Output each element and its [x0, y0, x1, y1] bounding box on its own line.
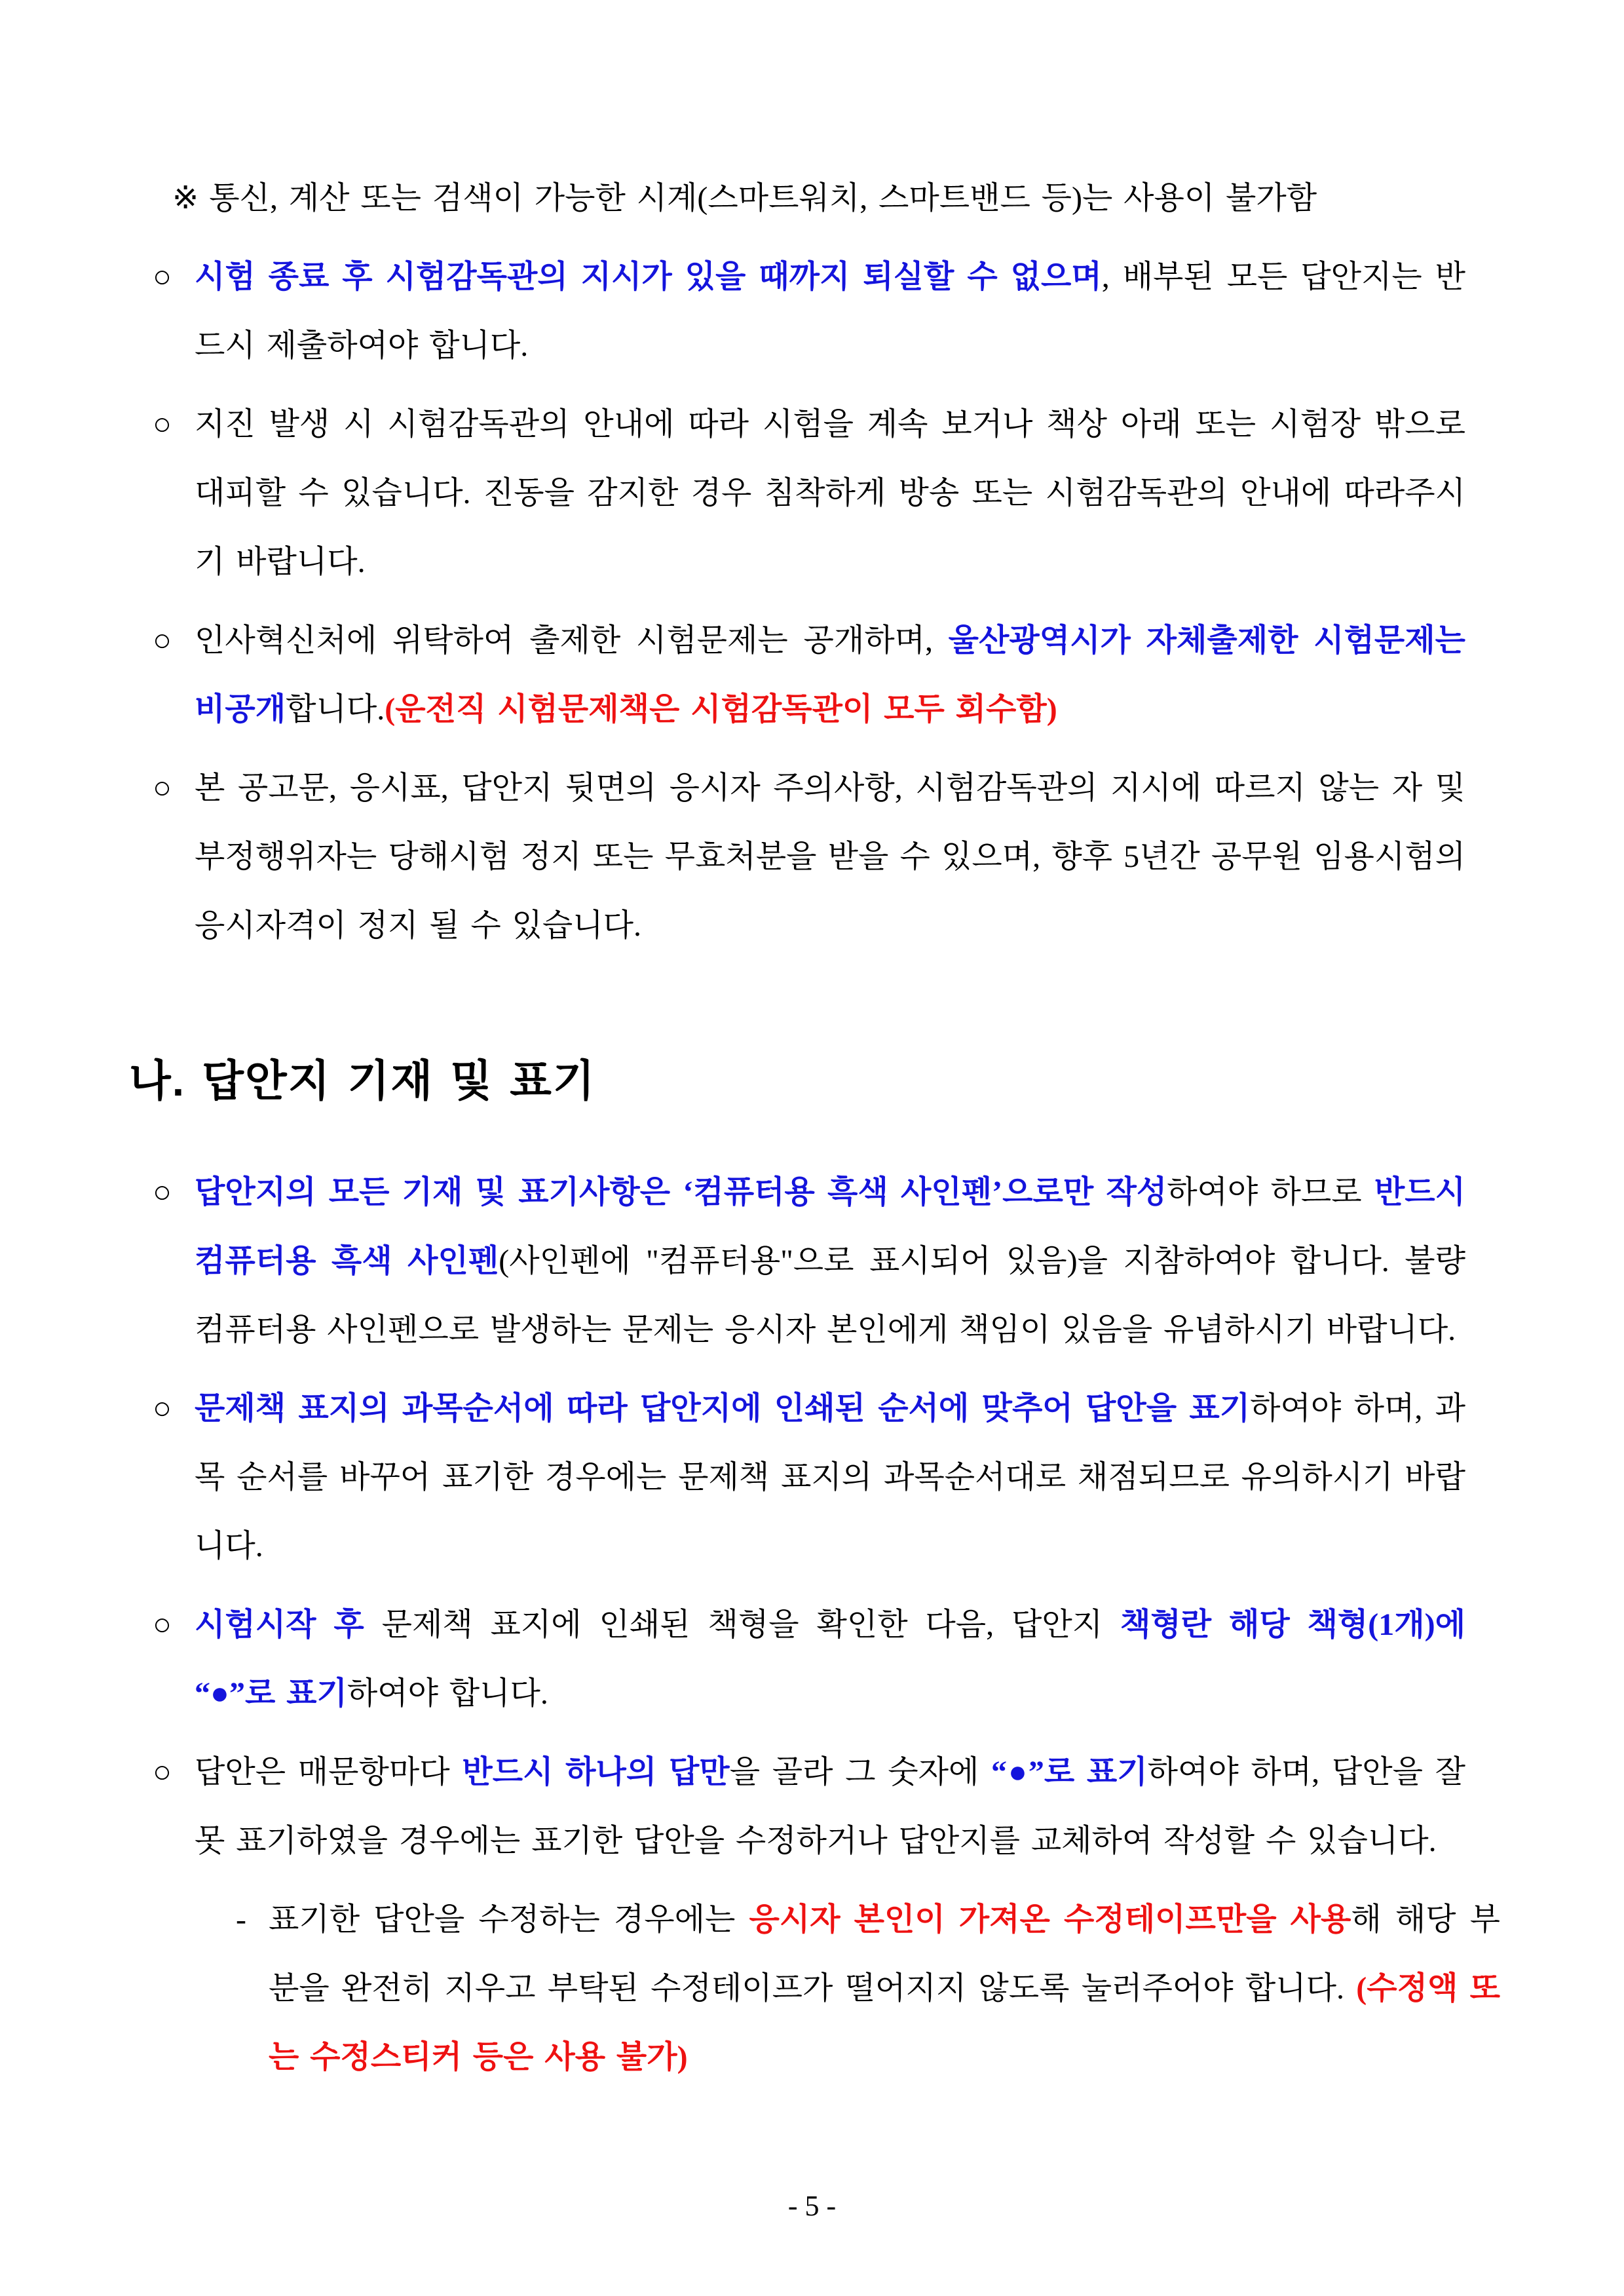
- text-run: (운전직 시험문제책은 시험감독관이 모두 회수함): [385, 692, 1057, 727]
- text-run: 인사혁신처에 위탁하여 출제한 시험문제는 공개하며,: [195, 623, 949, 658]
- text-run: 문제책 표지의 과목순서에 따라 답안지에 인쇄된 순서에 맞추어 답안을 표기: [195, 1391, 1251, 1426]
- bullet-item: [153, 390, 1465, 596]
- bullet-marker-icon: ○: [153, 1391, 172, 1426]
- text-run: 답안지의 모든 기재 및 표기사항은 ‘컴퓨터용 흑색 사인펜’으로만 작성: [195, 1175, 1167, 1210]
- sub-item: [236, 1885, 1500, 2092]
- text-run: (수정액 또는 수정스티커 등은 사용 불가): [269, 1971, 1500, 2075]
- bullet-marker-icon: ○: [153, 1607, 172, 1642]
- text-run: 반드시 컴퓨터용 흑색 사인펜: [195, 1175, 1465, 1278]
- bullet-item: [153, 1374, 1465, 1580]
- bullet-marker-icon: ○: [153, 259, 172, 294]
- text-run: , 배부된 모든 답안지는 반드시 제출하여야 합니다.: [195, 259, 1465, 363]
- text-run: 하여야 하며, 과목 순서를 바꾸어 표기한 경우에는 문제책 표지의 과목순서대로 채점되므로 유의하시기 바랍니다.: [195, 1391, 1465, 1563]
- text-run: 시험시작 후: [195, 1607, 364, 1642]
- bullet-item: [153, 1158, 1465, 1364]
- text-run: 지진 발생 시 시험감독관의 안내에 따라 시험을 계속 보거나 책상 아래 또는 시험장 밖으로 대피할 수 있습니다. 진동을 감지한 경우 침착하게 방송 또는 시험감독관의 안내에 따라주시기 바랍니다.: [195, 407, 1465, 579]
- text-run: 을 골라 그 숫자에: [729, 1755, 992, 1789]
- text-run: 합니다.: [286, 692, 385, 727]
- bullet-marker-icon: ○: [153, 623, 172, 658]
- page-number: - 5 -: [787, 2190, 837, 2222]
- bullet-marker-icon: ○: [153, 1175, 172, 1210]
- text-run: 본 공고문, 응시표, 답안지 뒷면의 응시자 주의사항, 시험감독관의 지시에 따르지 않는 자 및 부정행위자는 당해시험 정지 또는 무효처분을 받을 수 있으며, 향후 5년간 공무원 임용시험의 응시자격이 정지 될 수 있습니다.: [195, 771, 1465, 943]
- note-marker-icon: ※: [172, 181, 199, 216]
- text-run: 응시자 본인이 가져온 수정테이프만을 사용: [749, 1902, 1351, 1937]
- bullet-marker-icon: ○: [153, 407, 172, 442]
- text-run: 통신, 계산 또는 검색이 가능한 시계(스마트워치, 스마트밴드 등)는 사용이 불가함: [209, 181, 1317, 216]
- text-run: 답안은 매문항마다: [195, 1755, 463, 1789]
- dash-marker-icon: -: [236, 1902, 246, 1937]
- text-run: 문제책 표지에 인쇄된 책형을 확인한 다음, 답안지: [364, 1607, 1120, 1642]
- text-run: 하여야 합니다.: [347, 1676, 548, 1711]
- text-run: 시험 종료 후 시험감독관의 지시가 있을 때까지 퇴실할 수 없으며: [195, 259, 1102, 294]
- text-run: 하여야 하며, 답안을 잘못 표기하였을 경우에는 표기한 답안을 수정하거나 답안지를 교체하여 작성할 수 있습니다.: [195, 1755, 1466, 1858]
- bullet-item: [153, 1738, 1465, 1875]
- section-heading: 나. 답안지 기재 및 표기: [129, 1056, 596, 1105]
- bullet-marker-icon: ○: [153, 1755, 172, 1789]
- text-run: “●”로 표기: [991, 1755, 1148, 1789]
- bullet-item: [153, 606, 1465, 744]
- bullet-marker-icon: ○: [153, 771, 172, 805]
- note-line: [172, 164, 1465, 233]
- text-run: 하여야 하므로: [1167, 1175, 1374, 1210]
- bullet-item: [153, 754, 1465, 960]
- text-run: 책형란 해당 책형(1개)에 “●”로 표기: [195, 1607, 1466, 1711]
- text-run: 표기한 답안을 수정하는 경우에는: [269, 1902, 749, 1937]
- text-run: 울산광역시가 자체출제한 시험문제는 비공개: [195, 623, 1465, 727]
- document-body: [129, 164, 1500, 2101]
- text-run: 해 해당 부분을 완전히 지우고 부탁된 수정테이프가 떨어지지 않도록 눌러주어야 합니다.: [269, 1902, 1500, 2006]
- text-run: 반드시 하나의 답만: [462, 1755, 730, 1789]
- bullet-item: [153, 1590, 1465, 1728]
- text-run: (사인펜에 "컴퓨터용"으로 표시되어 있음)을 지참하여야 합니다. 불량 컴퓨터용 사인펜으로 발생하는 문제는 응시자 본인에게 책임이 있음을 유념하시기 바랍니다.: [195, 1244, 1465, 1347]
- bullet-item: [153, 242, 1465, 380]
